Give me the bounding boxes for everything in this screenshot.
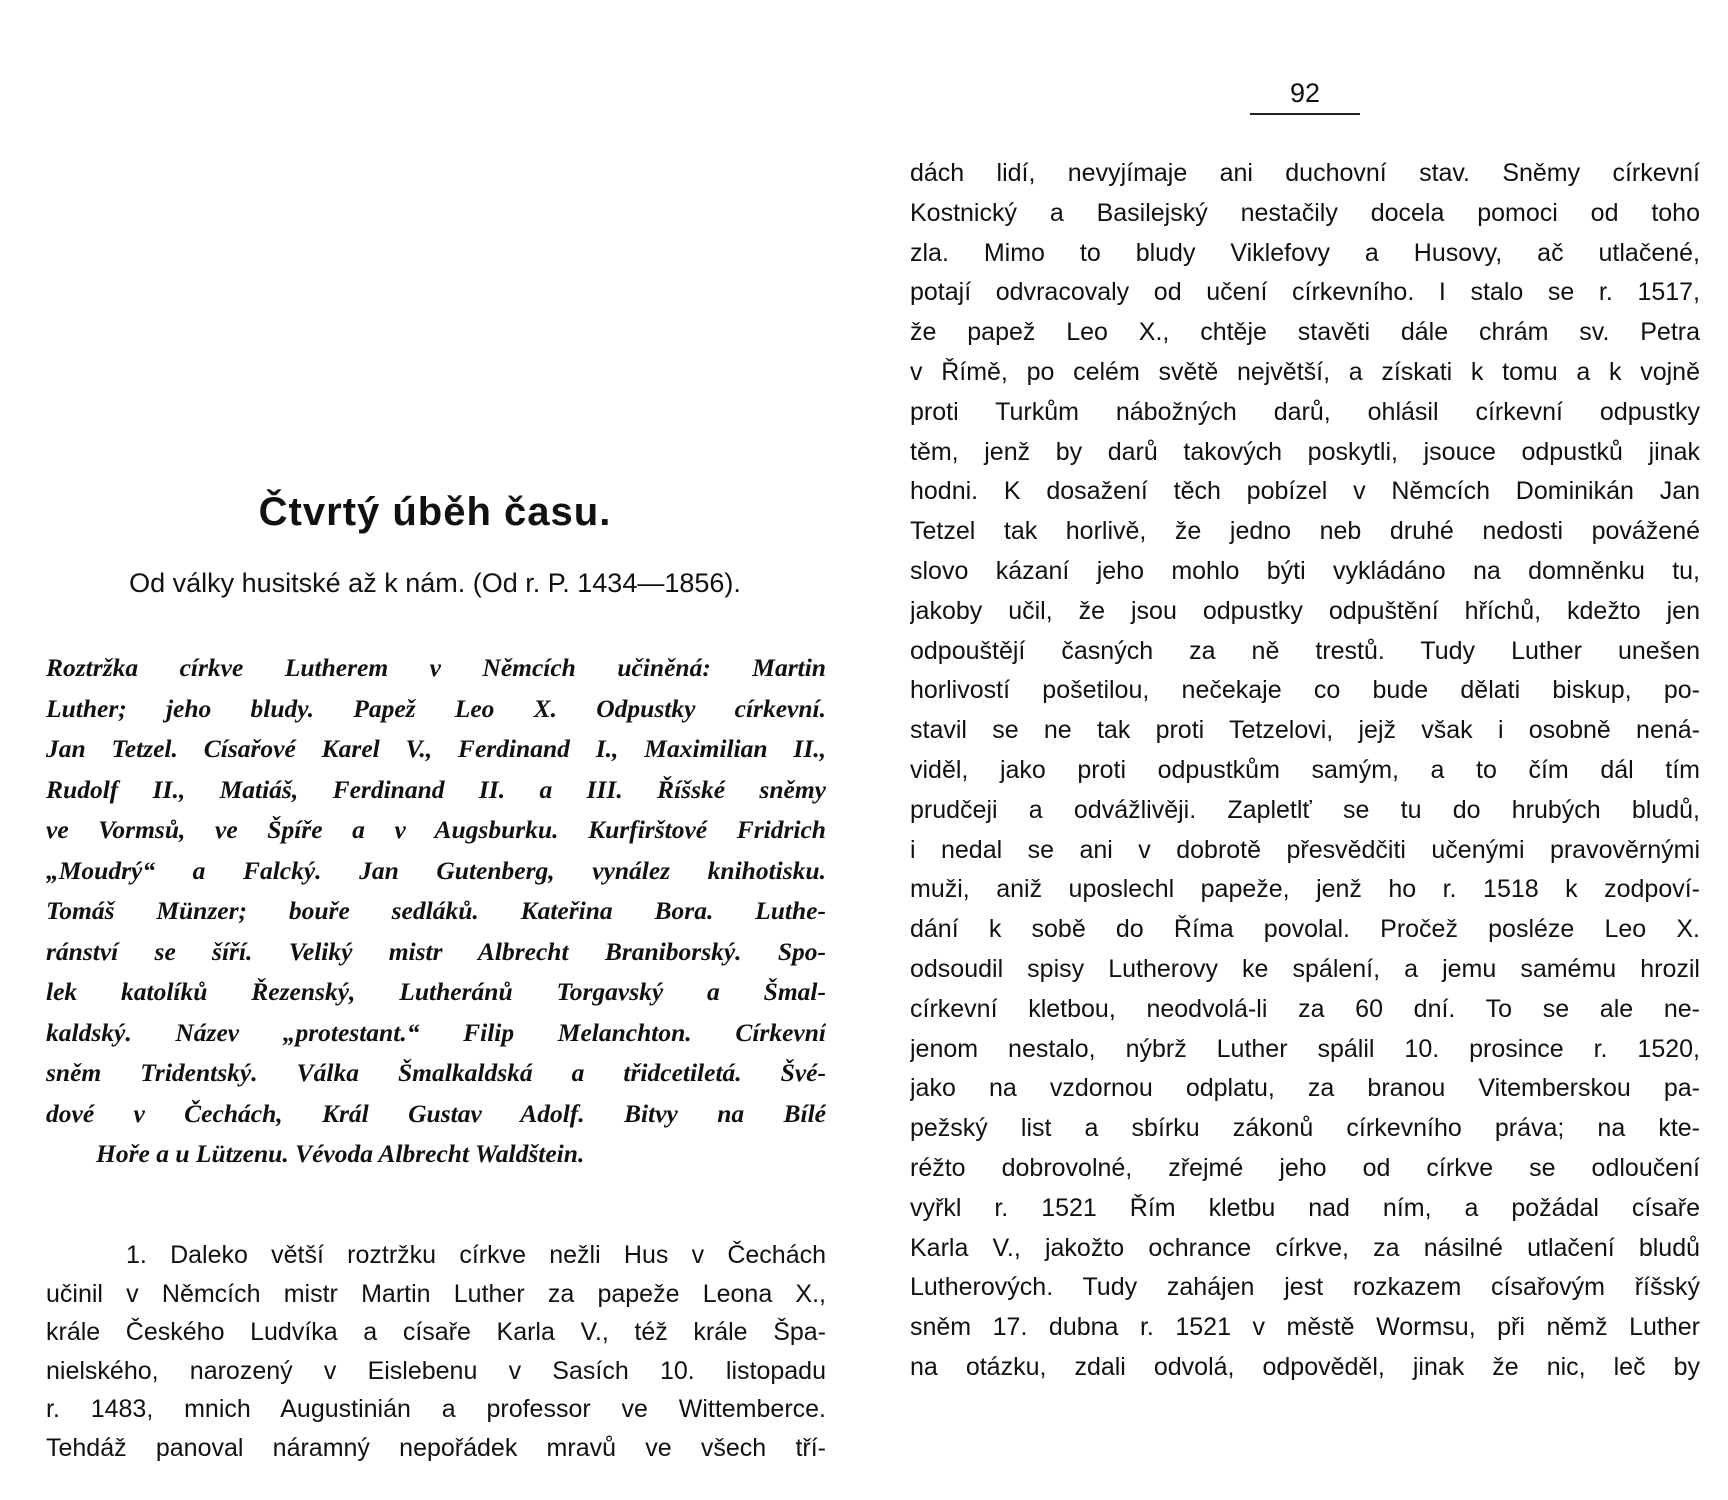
text-line: muži, aniž uposlechl papeže, jenž ho r. 1518 k zodpoví-: [910, 875, 1700, 904]
left-page: [40, 0, 830, 1500]
text-line: jenom nestalo, nýbrž Luther spálil 10. prosince r. 1520,: [910, 1034, 1700, 1063]
summary-line: dové v Čechách, Král Gustav Adolf. Bitvy na Bílé: [46, 1098, 826, 1128]
text-line: Kostnický a Basilejský nestačily docela pomoci od toho: [910, 198, 1700, 227]
text-line: i nedal se ani v dobrotě přesvědčiti učenými pravověrnými: [910, 835, 1700, 864]
text-line: Tetzel tak horlivě, že jedno neb druhé nedosti povážené: [910, 517, 1700, 546]
summary-line: sněm Tridentský. Válka Šmalkaldská a třidcetiletá. Švé-: [46, 1058, 826, 1087]
text-line: nielského, narozený v Eislebenu v Sasích 10. listopadu: [46, 1356, 826, 1385]
summary-line: Jan Tetzel. Císařové Karel V., Ferdinand I., Maximilian II.,: [46, 734, 826, 763]
text-line: krále Českého Ludvíka a císaře Karla V., též krále Špa-: [46, 1318, 826, 1346]
text-line: hodni. K dosažení těch pobízel v Němcích Dominikán Jan: [910, 477, 1700, 506]
summary-line: Luther; jeho bludy. Papež Leo X. Odpustky církevní.: [46, 693, 826, 723]
chapter-subtitle: Od války husitské až k nám. (Od r. P. 1434—1856).: [129, 568, 741, 598]
text-line: jakoby učil, že jsou odpustky odpuštění hříchů, kdežto jen: [910, 596, 1700, 625]
summary-line: Rudolf II., Matiáš, Ferdinand II. a III. Říšské sněmy: [46, 774, 826, 804]
text-line: dách lidí, nevyjímaje ani duchovní stav. Sněmy církevní: [910, 159, 1700, 187]
text-line: Lutherových. Tudy zahájen jest rozkazem císařovým říšský: [910, 1273, 1700, 1302]
text-line: stavil se ne tak proti Tetzelovi, jejž však i osobně nená-: [910, 716, 1700, 745]
left-body-text: [46, 1236, 826, 1467]
text-line: odpouštějí časných za ně trestů. Tudy Luther unešen: [910, 636, 1700, 665]
text-line: horlivostí pošetilou, nečekaje co bude dělati biskup, po-: [910, 676, 1700, 705]
summary-line: kaldský. Název „protestant.“ Filip Melanchton. Církevní: [46, 1017, 826, 1047]
text-line: Tehdáž panoval náramný nepořádek mravů ve všech tří-: [46, 1433, 826, 1462]
text-line: jako na vzdornou odplatu, za branou Vitemberskou pa-: [910, 1074, 1700, 1103]
summary-line: Roztržka církve Lutherem v Němcích učiněná: Martin: [46, 653, 826, 682]
text-line: vyřkl r. 1521 Řím kletbu nad ním, a požádal císaře: [910, 1193, 1700, 1222]
text-line: církevní kletbou, neodvolá-li za 60 dní. To se ale ne-: [910, 994, 1700, 1023]
summary-line: ránství se šíří. Veliký mistr Albrecht Braniborský. Spo-: [46, 936, 826, 966]
chapter-summary: [46, 648, 826, 1175]
text-line: že papež Leo X., chtěje stavěti dále chrám sv. Petra: [910, 318, 1700, 347]
text-line: 1. Daleko větší roztržku církve nežli Hus v Čechách: [126, 1241, 826, 1269]
text-line: prudčeji a odvážlivěji. Zapletlť se tu do hrubých bludů,: [910, 795, 1700, 824]
summary-line: ve Vormsů, ve Špíře a v Augsburku. Kurfirštové Fridrich: [46, 815, 826, 844]
text-line: učinil v Němcích mistr Martin Luther za papeže Leona X.,: [46, 1279, 826, 1308]
text-line: r. 1483, mnich Augustinián a professor ve Wittemberce.: [46, 1395, 826, 1423]
summary-line: lek katolíků Řezenský, Lutheránů Torgavský a Šmal-: [46, 977, 826, 1006]
summary-line: Tomáš Münzer; bouře sedláků. Kateřina Bora. Luthe-: [46, 896, 826, 925]
text-line: viděl, jako proti odpustkům samým, a to čím dál tím: [910, 755, 1700, 784]
text-line: pežský list a sbírku zákonů církevního práva; na kte-: [910, 1114, 1700, 1143]
text-line: v Římě, po celém světě největší, a získati k tomu a k vojně: [910, 357, 1700, 386]
text-line: zla. Mimo to bludy Viklefovy a Husovy, ač utlačené,: [910, 238, 1700, 267]
right-page: [910, 0, 1700, 1500]
right-body-text: [910, 154, 1700, 1388]
text-line: potají odvracovaly od učení církevního. I stalo se r. 1517,: [910, 278, 1700, 307]
text-line: réžto dobrovolné, zřejmé jeho od církve se odloučení: [910, 1153, 1700, 1182]
chapter-title: Čtvrtý úběh času.: [258, 490, 612, 534]
page-number: 92: [1250, 78, 1360, 115]
summary-line: „Moudrý“ a Falcký. Jan Gutenberg, vynález knihotisku.: [46, 855, 826, 885]
text-line: sněm 17. dubna r. 1521 v městě Wormsu, při němž Luther: [910, 1313, 1700, 1342]
text-line: odsoudil spisy Lutherovy ke spálení, a jemu samému hrozil: [910, 954, 1700, 983]
text-line: slovo kázaní jeho mohlo býti vykládáno na domněnku tu,: [910, 556, 1700, 585]
text-line: na otázku, zdali odvolá, odpověděl, jinak že nic, leč by: [910, 1352, 1700, 1381]
text-line: proti Turkům nábožných darů, ohlásil církevní odpustky: [910, 397, 1700, 426]
text-line: těm, jenž by darů takových poskytli, jsouce odpustků jinak: [910, 437, 1700, 466]
summary-line: Hoře a u Lützenu. Vévoda Albrecht Waldštein.: [96, 1139, 585, 1168]
text-line: dání k sobě do Říma povolal. Pročež posléze Leo X.: [910, 915, 1700, 944]
text-line: Karla V., jakožto ochrance církve, za násilné utlačení bludů: [910, 1233, 1700, 1262]
